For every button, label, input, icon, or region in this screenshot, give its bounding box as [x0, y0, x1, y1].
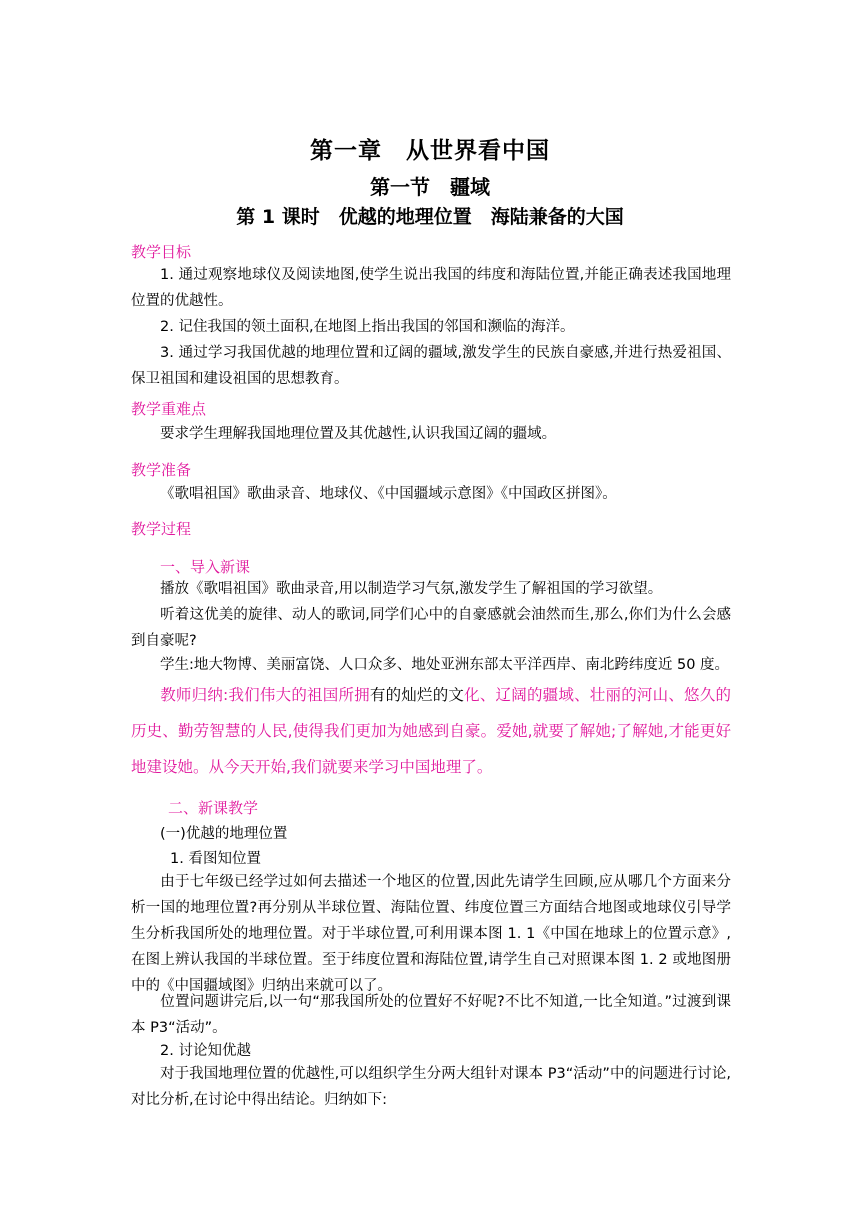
intro-paragraph-3: 学生:地大物博、美丽富饶、人口众多、地处亚洲东部太平洋西岸、南北跨纬度近 50 度。: [160, 657, 730, 673]
section-title: 第一节 疆域: [370, 175, 490, 199]
keypoints-text: 要求学生理解我国地理位置及其优越性,认识我国辽阔的疆域。: [160, 426, 557, 442]
subsection-heading-1: (一)优越的地理位置: [160, 826, 288, 842]
step-heading-1: 1. 看图知位置: [170, 851, 261, 867]
preparation-text: 《歌唱祖国》歌曲录音、地球仪、《中国疆域示意图》《中国政区拼图》。: [160, 486, 617, 502]
objective-item-1: 1. 通过观察地球仪及阅读地图,使学生说出我国的纬度和海陆位置,并能正确表述我国地理位置的优越性。: [131, 267, 731, 309]
objective-item-3: 3. 通过学习我国优越的地理位置和辽阔的疆域,激发学生的民族自豪感,并进行热爱祖国、保卫祖国和建设祖国的思想教育。: [131, 345, 731, 387]
teacher-summary: 教师归纳:我们伟大的祖国所拥有的灿烂的文化、辽阔的疆域、壮丽的河山、悠久的历史、勤劳智慧的人民,使得我们更加为她感到自豪。爱她,就要了解她;了解她,才能更好地建设她。从今天开始,我们就要来学习中国地理了。: [131, 686, 731, 776]
chapter-title: 第一章 从世界看中国: [310, 138, 550, 164]
new-paragraph-1: 由于七年级已经学过如何去描述一个地区的位置,因此先请学生回顾,应从哪几个方面来分析一国的地理位置?再分别从半球位置、海陆位置、纬度位置三方面结合地图或地球仪引导学生分析我国所处的地理位置。对于半球位置,可利用课本图 1. 1《中国在地球上的位置示意》,在图上辨认我国的半球位置。至于纬度位置和海陆位置,请学生自己对照课本图 1. 2 或地图册中的《中国疆域图》归纳出来就可以了。: [131, 874, 731, 994]
step-heading-2: 2. 讨论知优越: [160, 1043, 251, 1059]
objective-item-2: 2. 记住我国的领土面积,在地图上指出我国的邻国和濒临的海洋。: [160, 319, 575, 335]
new-lesson-heading: 二、新课教学: [168, 799, 259, 817]
new-paragraph-2: 位置问题讲完后,以一句“那我国所处的位置好不好呢?不比不知道,一比全知道。”过渡到课本 P3“活动”。: [131, 994, 731, 1036]
intro-paragraph-1: 播放《歌唱祖国》歌曲录音,用以制造学习气氛,激发学生了解祖国的学习欲望。: [160, 581, 663, 597]
intro-paragraph-2: 听着这优美的旋律、动人的歌词,同学们心中的自豪感就会油然而生,那么,你们为什么会感到自豪呢?: [131, 607, 731, 649]
intro-heading: 一、导入新课: [160, 558, 251, 576]
preparation-heading: 教学准备: [131, 461, 192, 479]
objectives-heading: 教学目标: [131, 243, 192, 261]
lesson-title: 第 1 课时 优越的地理位置 海陆兼备的大国: [236, 206, 624, 228]
new-paragraph-3: 对于我国地理位置的优越性,可以组织学生分两大组针对课本 P3“活动”中的问题进行讨论,对比分析,在讨论中得出结论。归纳如下:: [131, 1066, 731, 1108]
keypoints-heading: 教学重难点: [131, 400, 207, 418]
process-heading: 教学过程: [131, 520, 192, 538]
